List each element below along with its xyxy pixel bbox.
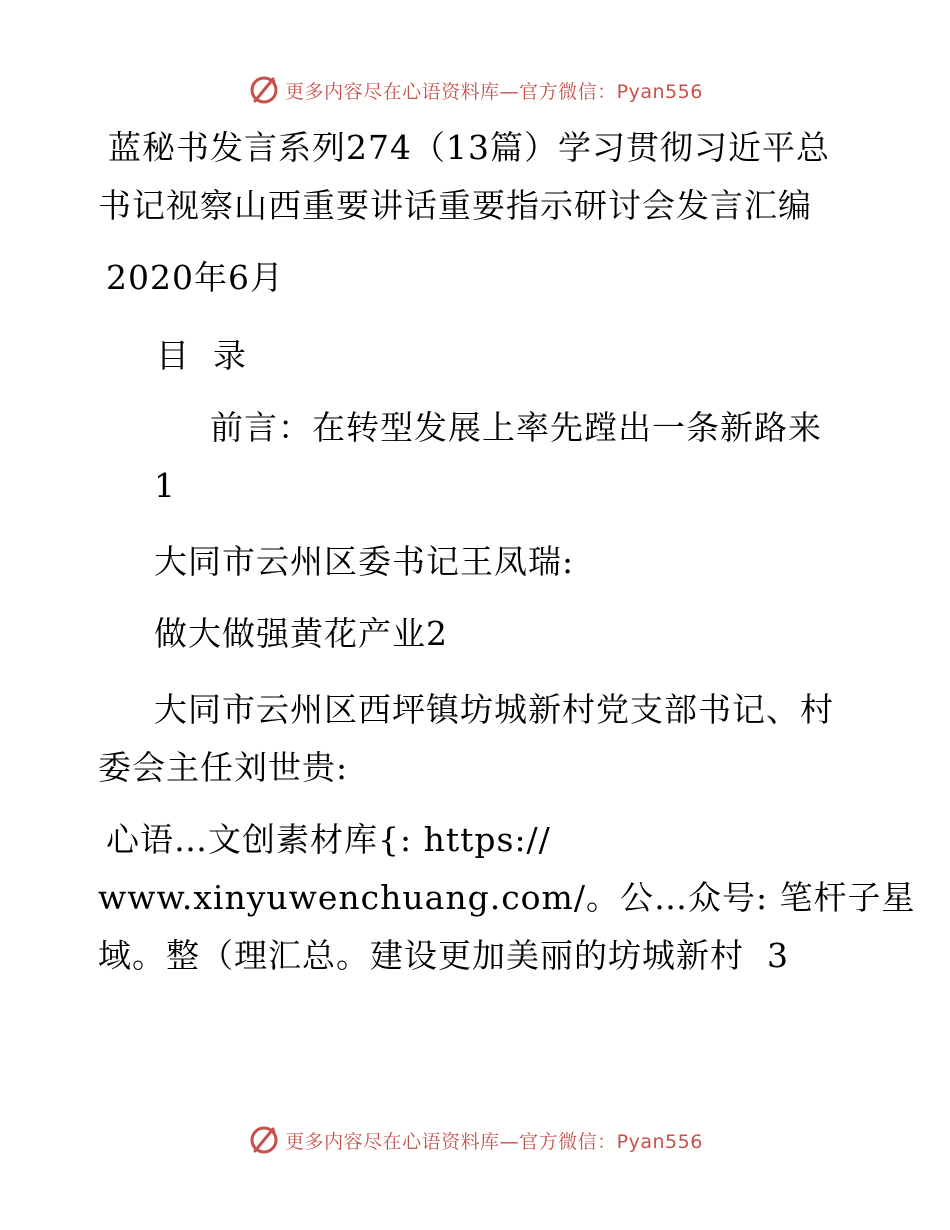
toc-heading: 目 录	[156, 336, 247, 375]
footer-banner	[0, 1120, 950, 1160]
toc-item3-author-line1: 大同市云州区西坪镇坊城新村党支部书记、村	[154, 690, 834, 729]
toc-item2-author: 大同市云州区委书记王凤瑞:	[154, 542, 575, 581]
watermark-line1: 心语…文创素材库{: https://	[106, 820, 551, 859]
toc-item2-title: 做大做强黄花产业2	[154, 614, 448, 653]
doc-date: 2020年6月	[106, 258, 284, 297]
wechat-id: Pyan556	[616, 1130, 703, 1153]
toc-item-preface-page: 1	[154, 466, 176, 505]
toc-item3-author-line2: 委会主任刘世贵:	[98, 748, 349, 787]
wechat-id: Pyan556	[616, 80, 703, 103]
quill-logo-icon	[247, 73, 281, 107]
doc-title-line2: 书记视察山西重要讲话重要指示研讨会发言汇编	[98, 186, 812, 225]
doc-title-line1: 蓝秘书发言系列274（13篇）学习贯彻习近平总	[108, 128, 830, 167]
quill-logo-icon	[247, 1123, 281, 1157]
watermark-line2: www.xinyuwenchuang.com/。公…众号: 笔杆子星	[98, 878, 916, 917]
banner-text: 更多内容尽在心语资料库—官方微信：Pyan556	[285, 80, 703, 103]
toc-item-preface: 前言：在转型发展上率先蹚出一条新路来	[210, 408, 822, 447]
banner-text: 更多内容尽在心语资料库—官方微信：Pyan556	[285, 1130, 703, 1153]
watermark-line3: 域。整（理汇总。建设更加美丽的坊城新村 3	[98, 936, 789, 975]
header-banner	[0, 70, 950, 110]
